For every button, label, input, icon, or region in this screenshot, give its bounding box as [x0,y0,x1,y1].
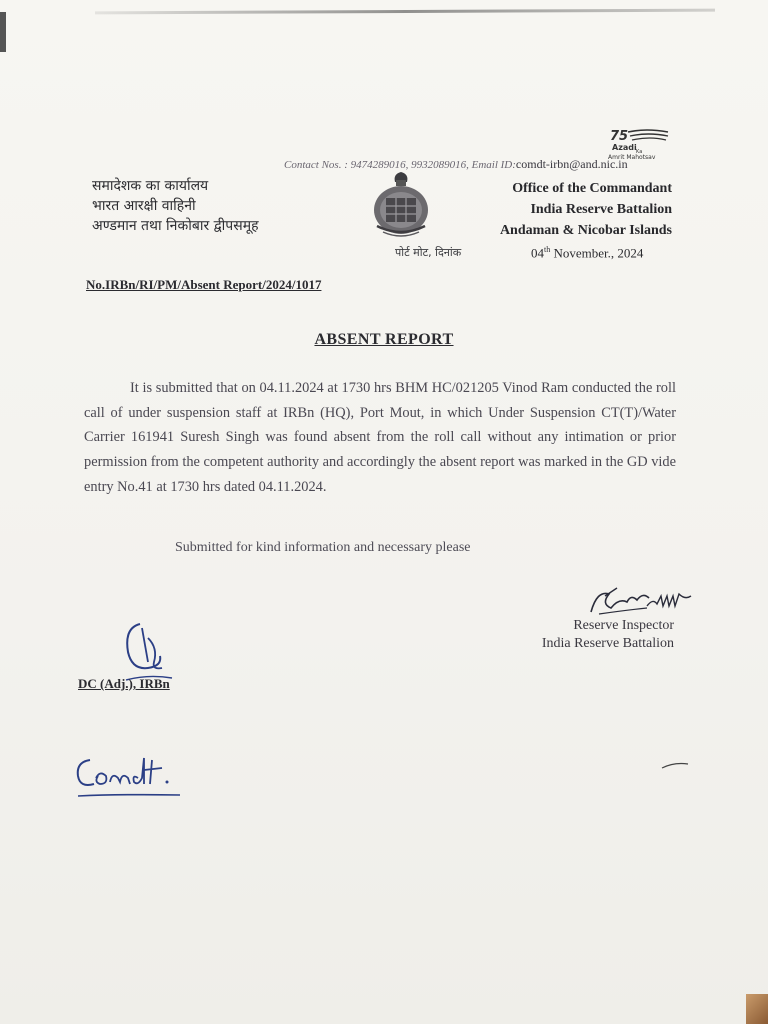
submission-line: Submitted for kind information and necessary please [175,540,471,555]
date-day: 04 [531,245,544,261]
andaman-nicobar-islands: Andaman & Nicobar Islands [499,223,672,238]
addressee-label: DC (Adj.), IRBn [78,676,170,691]
date-suffix: th [544,245,551,254]
azadi-numeral: 75 [610,129,629,144]
contact-line [284,157,628,172]
comdt-handwritten-endorsement [72,748,188,802]
office-of-commandant: Office of the Commandant [512,181,672,196]
contact-email: comdt-irbn@and.nic.in [515,157,628,171]
ka-word: Ka [636,149,643,155]
hindi-line-1: समादेशक का कार्यालय [92,178,209,194]
scan-left-edge [0,12,6,52]
hindi-office-address [92,176,259,236]
india-reserve-battalion: India Reserve Battalion [530,202,672,217]
amrit-mahotsav-words: Amrit Mahotsav [608,154,656,161]
signatory-block [542,617,674,653]
report-title: ABSENT REPORT [314,331,454,348]
hindi-line-3: अण्डमान तथा निकोबार द्वीपसमूह [92,218,259,234]
report-body: It is submitted that on 04.11.2024 at 1730 hrs BHM HC/021205 Vinod Ram conducted the roll call of under suspension staff at IRBn (HQ), Port Mout, in which Under Suspension CT(T)/Water Carrier 161941 Suresh Singh was found absent from the roll call without any intimation or prior permission from the competent authority and accordingly the absent report was marked in the GD vide entry No.41 at 1730 hrs dated 04.11.2024. [84,380,676,495]
signatory-unit: India Reserve Battalion [541,636,674,651]
signatory-designation: Reserve Inspector [573,618,674,633]
contact-numbers: Contact Nos. : 9474289016, 9932089016, Email ID: [284,159,516,171]
document-date [531,245,643,261]
english-office-address [500,178,672,241]
stray-pen-mark [660,758,690,772]
scan-corner-shadow [746,994,768,1024]
state-emblem-seal-icon [369,168,433,240]
place-hindi: पोर्ट मोट, दिनांक [395,246,462,259]
hindi-line-2: भारत आरक्षी वाहिनी [92,198,196,214]
azadi-word: Azadi [612,143,637,152]
reference-number: No.IRBn/RI/PM/Absent Report/2024/1017 [86,277,322,292]
date-month-year: November., 2024 [550,245,644,261]
